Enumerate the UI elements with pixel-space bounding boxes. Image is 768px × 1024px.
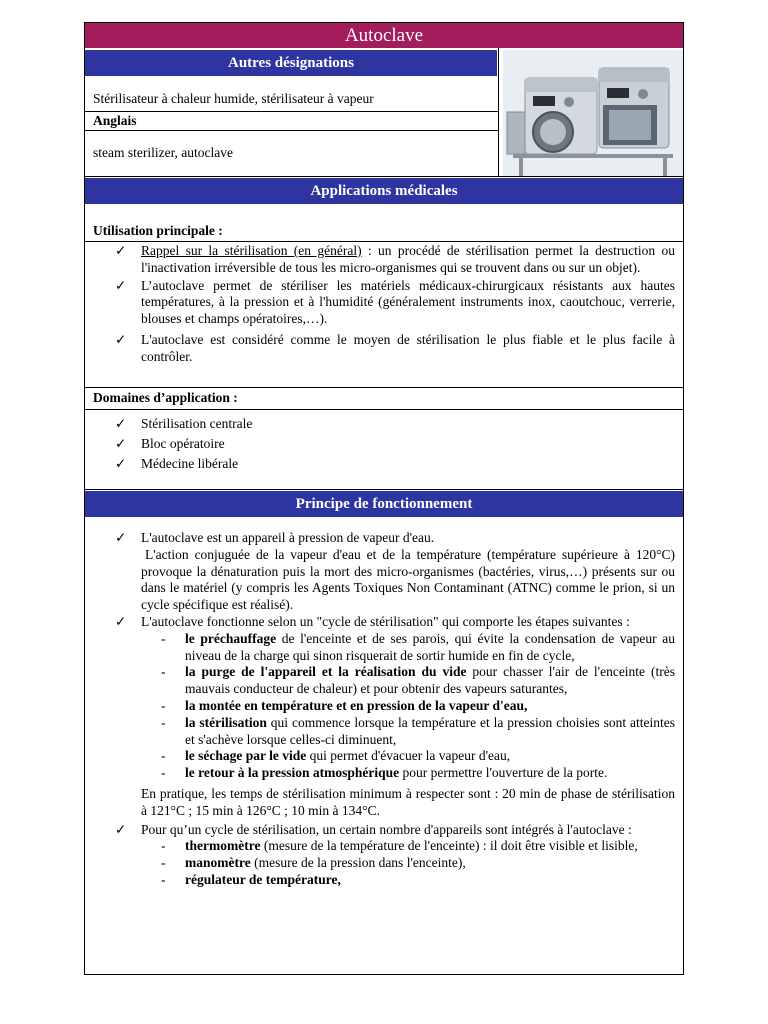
list-item: ✓ Médecine libérale xyxy=(85,454,683,474)
check-icon: ✓ xyxy=(115,530,127,545)
domaines-label: Domaines d’application : xyxy=(93,390,238,405)
step-item: - la montée en température et en pression de la vapeur d'eau, xyxy=(161,697,528,713)
applications-header: Applications médicales xyxy=(85,178,683,204)
list-item xyxy=(85,822,683,839)
check-icon: ✓ xyxy=(115,243,127,258)
applications-list xyxy=(85,243,683,366)
principe-p5: Pour qu’un cycle de stérilisation, un certain nombre d'appareils sont intégrés à l'autoclave : xyxy=(141,821,632,837)
principe-p3: L'autoclave fonctionne selon un "cycle de stérilisation" qui comporte les étapes suivantes : xyxy=(141,613,630,629)
steps-list xyxy=(85,631,683,782)
check-icon: ✓ xyxy=(115,613,127,629)
autoclave-sheet xyxy=(84,22,684,975)
list-item xyxy=(85,614,683,631)
step-item: - la stérilisation qui commence lorsque la température et la pression choisies sont atteintes et s'achève lorsque celles-ci diminuent, xyxy=(161,714,675,747)
principe-header: Principe de fonctionnement xyxy=(85,491,683,517)
step-item: - le retour à la pression atmosphérique pour permettre l'ouverture de la porte. xyxy=(161,765,608,781)
list-item xyxy=(85,243,683,277)
device-item: - thermomètre (mesure de la température de l'enceinte) : il doit être visible et lisible, xyxy=(161,838,638,854)
step-item: - la purge de l'appareil et la réalisation du vide pour chasser l'air de l'enceinte (très mauvais conducteur de chaleur) et pour obtenir des vapeurs saturantes, xyxy=(161,664,675,697)
autoclave-photo xyxy=(503,50,683,177)
divider xyxy=(85,176,683,177)
item-text: L'autoclave est considéré comme le moyen de stérilisation le plus fiable et le plus facile à contrôler. xyxy=(141,331,675,364)
divider xyxy=(85,111,499,112)
autoclave-illustration xyxy=(503,50,683,177)
designations-text: Stérilisateur à chaleur humide, stérilisateur à vapeur xyxy=(93,91,374,106)
item-text: L’autoclave permet de stériliser les matériels médicaux-chirurgicaux résistants aux hautes températures, à la pression et à l'humidité (généralement instruments inox, caoutchouc, verrerie, blouses et champs opératoires,…). xyxy=(141,277,675,327)
divider xyxy=(85,409,683,410)
list-item: ✓ Stérilisation centrale xyxy=(85,414,683,434)
check-icon: ✓ xyxy=(115,331,127,347)
divider xyxy=(85,130,499,131)
check-icon: ✓ xyxy=(115,456,127,471)
english-text: steam sterilizer, autoclave xyxy=(93,145,234,160)
principe-p2: L'action conjuguée de la vapeur d'eau et de la température (température supérieure à 120°C) provoque la dénaturation puis la mort des micro-organismes (bactéries, virus,…) présents sur ou dans le matériel (y compris les Agents Toxiques Non Contaminant (ATNC) comme le prion, si un cycle spécifique est réalisé). xyxy=(141,546,675,613)
devices-list xyxy=(85,838,683,888)
check-icon: ✓ xyxy=(115,277,127,293)
domaines-list xyxy=(85,414,683,474)
divider xyxy=(498,48,499,177)
item-lead: Rappel sur la stérilisation (en général) xyxy=(141,243,362,258)
divider xyxy=(85,241,683,242)
device-item: - manomètre (mesure de la pression dans l'enceinte), xyxy=(161,855,466,871)
list-item xyxy=(85,332,683,366)
principe-body xyxy=(85,530,683,889)
step-item: - le séchage par le vide qui permet d'évacuer la vapeur d'eau, xyxy=(161,748,511,764)
utilisation-label: Utilisation principale : xyxy=(93,223,223,238)
divider xyxy=(85,489,683,490)
check-icon: ✓ xyxy=(115,416,127,431)
principe-p4: En pratique, les temps de stérilisation minimum à respecter sont : 20 min de phase de stérilisation à 121°C ; 15 min à 126°C ; 10 min à 134°C. xyxy=(141,785,675,818)
check-icon: ✓ xyxy=(115,436,127,451)
principe-p1: L'autoclave est un appareil à pression de vapeur d'eau. xyxy=(141,530,435,545)
list-item xyxy=(85,530,683,547)
check-icon: ✓ xyxy=(115,821,127,837)
device-item: - régulateur de température, xyxy=(161,871,341,887)
step-item: - le préchauffage de l'enceinte et de ses parois, qui évite la condensation de vapeur au niveau de la charge qui sinon risquerait de sortir humide en fin de cycle, xyxy=(161,630,675,663)
list-item: ✓ Bloc opératoire xyxy=(85,434,683,454)
divider xyxy=(85,387,683,388)
page-title: Autoclave xyxy=(85,23,683,48)
item-text: : un procédé de stérilisation permet la destruction ou l'inactivation irréversible de tous les micro-organismes qui se trouvent dans ou sur un objet). xyxy=(141,243,675,275)
designations-header: Autres désignations xyxy=(85,50,497,76)
english-label: Anglais xyxy=(93,113,137,128)
list-item xyxy=(85,278,683,328)
